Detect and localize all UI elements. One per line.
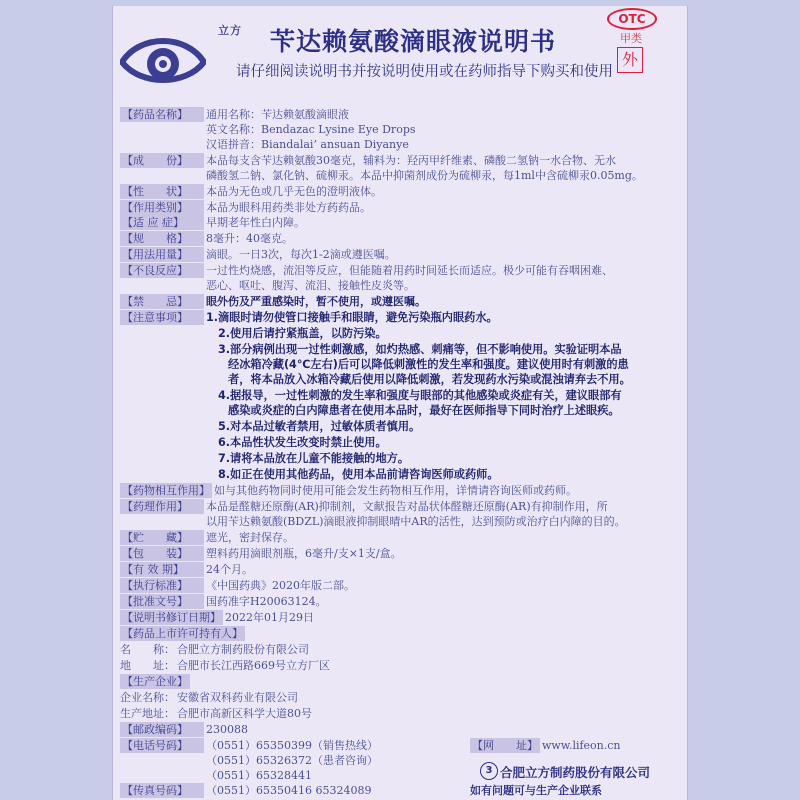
manufacturer-address: 合肥市高新区科学大道80号 — [177, 707, 312, 720]
precaution-item: 6.本品性状发生改变时禁止使用。 — [218, 436, 387, 449]
phone-row — [120, 738, 378, 753]
revision-label: 【说明书修订日期】 — [122, 611, 221, 624]
website-label: 【网 址】 — [472, 739, 538, 752]
phone-line: （0551）65326372（患者咨询） — [206, 754, 378, 767]
drug-name-label: 【药品名称】 — [120, 107, 204, 122]
english-name: 英文名称：Bendazac Lysine Eye Drops — [206, 123, 416, 136]
storage-value: 遮光，密封保存。 — [206, 531, 294, 544]
standard-row — [120, 578, 355, 593]
precaution-item: 经冰箱冷藏(4℃左右)后可以降低刺激性的发生率和强度。建议使用时有刺激的患 — [228, 358, 629, 371]
storage-row — [120, 530, 294, 545]
contraindications-row — [120, 294, 426, 309]
precaution-item: 5.对本品过敏者禁用，过敏体质者慎用。 — [218, 420, 421, 433]
otc-badge: OTC — [607, 8, 657, 30]
phone-line: （0551）65350399（销售热线） — [206, 739, 378, 752]
indications-row — [120, 215, 305, 230]
precaution-item: 8.如正在使用其他药品，使用本品前请咨询医师或药师。 — [218, 468, 499, 481]
external-use-badge: 外 — [617, 47, 643, 73]
contraindications-label: 【禁 忌】 — [120, 294, 204, 309]
interactions-value: 如与其他药物同时使用可能会发生药物相互作用，详情请咨询医师或药师。 — [214, 484, 577, 497]
holder-address-row — [120, 658, 330, 673]
spec-label: 【规 格】 — [120, 231, 204, 246]
manufacturer-name: 安徽省双科药业有限公司 — [177, 691, 298, 704]
manufacturer-name-label: 企业名称： — [120, 691, 175, 704]
package-label: 【包 装】 — [120, 546, 204, 561]
manufacturer-address-label: 生产地址： — [120, 707, 175, 720]
manufacturer-label: 【生产企业】 — [122, 675, 188, 688]
ingredients-line1: 本品每支含苄达赖氨酸30毫克，辅料为：羟丙甲纤维素、磷酸二氢钠一水合物、无水 — [206, 154, 616, 167]
otc-category: 甲类 — [620, 32, 642, 45]
pharmacology-row — [120, 499, 608, 514]
fax-label: 【传真号码】 — [120, 783, 204, 798]
validity-label: 【有 效 期】 — [120, 562, 204, 577]
website-row — [470, 738, 621, 753]
interactions-label: 【药物相互作用】 — [122, 484, 210, 497]
indications-value: 早期老年性白内障。 — [206, 216, 305, 229]
drug-name-row — [120, 107, 349, 122]
revision-row — [120, 610, 314, 625]
holder-row — [120, 626, 245, 641]
postcode-row — [120, 722, 248, 737]
holder-name-row — [120, 642, 309, 657]
fax-value: （0551）65350416 65324089 — [206, 784, 372, 797]
footer-company: 合肥立方制药股份有限公司 — [500, 765, 651, 780]
category-label: 【作用类别】 — [120, 200, 204, 215]
revision-value: 2022年01月29日 — [225, 611, 314, 624]
dosage-label: 【用法用量】 — [120, 247, 204, 262]
approval-label: 【批准文号】 — [120, 594, 204, 609]
precaution-item: 7.请将本品放在儿童不能接触的地方。 — [218, 452, 410, 465]
spec-value: 8毫升：40毫克。 — [206, 232, 293, 245]
interactions-row — [120, 483, 577, 498]
brand-mark: 立方 — [218, 24, 242, 37]
package-row — [120, 546, 402, 561]
manufacturer-address-row — [120, 706, 312, 721]
adverse-label: 【不良反应】 — [120, 263, 204, 278]
phone-label: 【电话号码】 — [120, 738, 204, 753]
precautions-row — [120, 310, 204, 325]
holder-name-label: 名 称： — [120, 643, 175, 656]
pinyin-name: 汉语拼音：Biandalai’ ansuan Diyanye — [206, 138, 409, 151]
precaution-item: 4.据报导，一过性刺激的发生率和强度与眼部的其他感染或炎症有关，建议眼部有 — [218, 389, 622, 402]
precaution-item: 3.部分病例出现一过性刺激感，如灼热感、刺痛等，但不影响使用。实验证明本品 — [218, 343, 622, 356]
pharmacology-label: 【药理作用】 — [120, 499, 204, 514]
category-value: 本品为眼科用药类非处方药药品。 — [206, 201, 371, 214]
generic-name: 通用名称：苄达赖氨酸滴眼液 — [206, 108, 349, 121]
phone-line: （0551）65328441 — [206, 769, 312, 782]
storage-label: 【贮 藏】 — [120, 530, 204, 545]
document-title: 苄达赖氨酸滴眼液说明书 — [270, 27, 557, 56]
adverse-row — [120, 263, 613, 278]
holder-name: 合肥立方制药股份有限公司 — [177, 643, 309, 656]
website-value: www.lifeon.cn — [542, 739, 621, 752]
footer-contact: 如有问题可与生产企业联系 — [470, 784, 602, 797]
package-value: 塑料药用滴眼剂瓶，6毫升/支×1支/盒。 — [206, 547, 402, 560]
precaution-item: 者，将本品放入冰箱冷藏后使用以降低刺激，若发现药水污染或混浊请弃去不用。 — [228, 373, 631, 386]
postcode-label: 【邮政编码】 — [120, 722, 204, 737]
appearance-label: 【性 状】 — [120, 184, 204, 199]
ingredients-row — [120, 153, 616, 168]
postcode-value: 230088 — [206, 723, 248, 736]
pharmacology-line2: 以用苄达赖氨酸(BDZL)滴眼液抑制眼晴中AR的活性，达到预防或治疗白内障的目的。 — [206, 515, 626, 528]
spec-row — [120, 231, 293, 246]
precaution-item: 2.使用后请拧紧瓶盖，以防污染。 — [218, 327, 387, 340]
appearance-row — [120, 184, 382, 199]
indications-label: 【适 应 症】 — [120, 215, 204, 230]
category-row — [120, 200, 371, 215]
validity-value: 24个月。 — [206, 563, 253, 576]
appearance-value: 本品为无色或几乎无色的澄明液体。 — [206, 185, 382, 198]
approval-value: 国药准字H20063124。 — [206, 595, 327, 608]
dosage-value: 滴眼。一日3次，每次1-2滴或遵医嘱。 — [206, 248, 396, 261]
dosage-row — [120, 247, 396, 262]
precaution-item: 1.滴眼时请勿使管口接触手和眼睛，避免污染瓶内眼药水。 — [206, 311, 498, 324]
ingredients-label: 【成 份】 — [120, 153, 204, 168]
holder-address: 合肥市长江西路669号立方厂区 — [177, 659, 330, 672]
fax-row — [120, 783, 371, 798]
contraindications-value: 眼外伤及严重感染时，暂不使用，或遵医嘱。 — [206, 295, 426, 308]
approval-row — [120, 594, 327, 609]
ingredients-line2: 磷酸氢二钠、氯化钠、硫柳汞。本品中抑菌剂成份为硫柳汞，每1ml中含硫柳汞0.05mg。 — [206, 169, 643, 182]
pharmacology-line1: 本品是醛糖还原酶(AR)抑制剂，文献报告对晶状体醛糖还原酶(AR)有抑制作用，所 — [206, 500, 608, 513]
manufacturer-row — [120, 674, 190, 689]
standard-label: 【执行标准】 — [120, 578, 204, 593]
precautions-label: 【注意事项】 — [120, 310, 204, 325]
holder-address-label: 地 址： — [120, 659, 175, 672]
precaution-item: 感染或炎症的白内障患者在使用本品时，最好在医师指导下同时治疗上述眼疾。 — [228, 404, 620, 417]
document-subtitle: 请仔细阅读说明书并按说明使用或在药师指导下购买和使用 — [236, 64, 613, 80]
adverse-line1: 一过性灼烧感，流泪等反应，但能随着用药时间延长而适应。极少可能有吞咽困难、 — [206, 264, 613, 277]
standard-value: 《中国药典》2020年版二部。 — [206, 579, 355, 592]
company-logo-icon: 3 — [480, 762, 498, 780]
eye-logo-icon — [120, 28, 206, 102]
holder-label: 【药品上市许可持有人】 — [122, 627, 243, 640]
manufacturer-name-row — [120, 690, 298, 705]
adverse-line2: 恶心、呕吐、腹泻、流泪、接触性皮炎等。 — [206, 279, 415, 292]
validity-row — [120, 562, 253, 577]
